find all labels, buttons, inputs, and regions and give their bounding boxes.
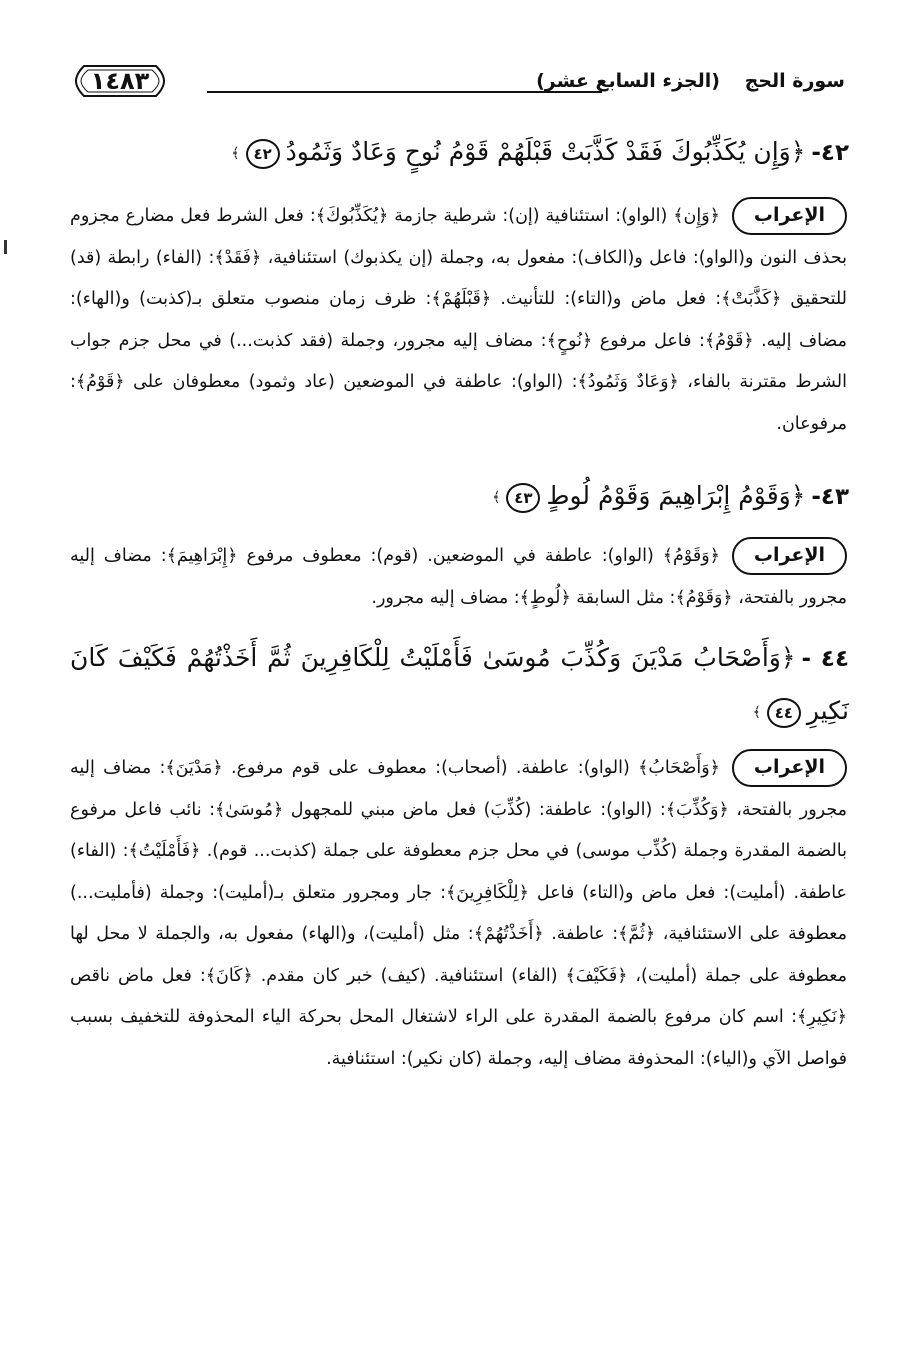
- irab-badge: الإعراب: [732, 537, 847, 575]
- irab-badge: الإعراب: [732, 749, 847, 787]
- closing-bracket: ﴾: [492, 489, 501, 506]
- closing-bracket: ﴾: [752, 704, 761, 721]
- scan-artifact: [4, 240, 7, 254]
- verse-text: ﴿وَقَوْمُ إِبْرَاهِيمَ وَقَوْمُ لُوطٍ: [546, 481, 806, 510]
- verse-number: ٤٢-: [811, 140, 849, 166]
- surah-name: سورة الحج: [744, 70, 845, 92]
- verse-number: ٤٤ -: [801, 646, 849, 672]
- ayah-end-marker: ٤٤: [767, 698, 801, 728]
- verse-42: [70, 128, 849, 178]
- page-number-frame: [72, 62, 168, 100]
- irab-badge: الإعراب: [732, 197, 847, 235]
- irab-block-43: [70, 536, 847, 619]
- part-name: (الجزء السابع عشر): [536, 70, 720, 92]
- page-number: ١٤٨٣: [90, 67, 150, 95]
- irab-text: ﴿وَقَوْمُ﴾ (الواو): عاطفة في الموضعين. (قوم): معطوف مرفوع ﴿إِبْرَاهِيمَ﴾: مضاف إليه مجرور بالفتحة، ﴿وَقَوْمُ﴾: مثل السابقة ﴿لُوطٍ﴾: مضاف إليه مجرور.: [70, 546, 847, 608]
- header-rule: [207, 91, 602, 93]
- irab-block-44: [70, 748, 847, 1080]
- ayah-end-marker: ٤٣: [506, 483, 540, 513]
- ayah-end-marker: ٤٢: [246, 139, 280, 169]
- verse-44: [70, 632, 849, 739]
- page-header: [72, 62, 845, 102]
- irab-block-42: [70, 196, 847, 445]
- running-title: [536, 70, 845, 92]
- irab-text: ﴿وَإِن﴾ (الواو): استئنافية (إن): شرطية جازمة ﴿يُكَذِّبُوكَ﴾: فعل الشرط فعل مضارع مجزوم بحذف النون و(الواو): فاعل و(الكاف): مفعول به، وجملة (إن يكذبوك) استئنافية، ﴿فَقَدْ﴾: (الفاء) رابطة (قد) للتحقيق ﴿كَذَّبَتْ﴾: فعل ماض و(التاء): للتأنيث. ﴿قَبْلَهُمْ﴾: ظرف زمان منصوب متعلق بـ(كذبت) و(الهاء): مضاف إليه. ﴿قَوْمُ﴾: فاعل مرفوع ﴿نُوحٍ﴾: مضاف إليه مجرور، وجملة (فقد كذبت...) في محل جزم جواب الشرط مقترنة بالفاء، ﴿وَعَادٌ وَثَمُودُ﴾: (الواو): عاطفة في الموضعين (عاد وثمود) معطوفان على ﴿قَوْمُ﴾: مرفوعان.: [70, 206, 847, 434]
- verse-43: [70, 472, 849, 522]
- closing-bracket: ﴾: [231, 145, 240, 162]
- irab-text: ﴿وَأَصْحَابُ﴾ (الواو): عاطفة. (أصحاب): معطوف على قوم مرفوع. ﴿مَدْيَنَ﴾: مضاف إليه مجرور بالفتحة، ﴿وَكُذِّبَ﴾: (الواو): عاطفة: (كُذِّبَ) فعل ماض مبني للمجهول ﴿مُوسَىٰ﴾: نائب فاعل مرفوع بالضمة المقدرة وجملة (كُذِّب موسى) في محل جزم معطوفة على جملة (كذبت... قوم). ﴿فَأَمْلَيْتُ﴾: (الفاء) عاطفة. (أمليت): فعل ماض و(التاء) فاعل ﴿لِلْكَافِرِينَ﴾: جار ومجرور متعلق بـ(أمليت): وجملة (فأمليت...) معطوفة على الاستئنافية، ﴿ثُمَّ﴾: عاطفة. ﴿أَخَذْتُهُمْ﴾: مثل (أمليت)، و(الهاء) مفعول به، والجملة لا محل لها معطوفة على جملة (أمليت)، ﴿فَكَيْفَ﴾ (الفاء) استئنافية. (كيف) خبر كان مقدم. ﴿كَانَ﴾: فعل ماض ناقص ﴿نَكِيرِ﴾: اسم كان مرفوع بالضمة المقدرة على الراء لاشتغال المحل بحركة الياء المحذوفة للتخفيف بسبب فواصل الآي و(الياء): المحذوفة مضاف إليه، وجملة (كان نكير): استئنافية.: [70, 758, 847, 1069]
- verse-text: ﴿وَإِن يُكَذِّبُوكَ فَقَدْ كَذَّبَتْ قَبْلَهُمْ قَوْمُ نُوحٍ وَعَادٌ وَثَمُودُ: [285, 137, 806, 166]
- verse-number: ٤٣-: [811, 484, 849, 510]
- verse-text: ﴿وَأَصْحَابُ مَدْيَنَ وَكُذِّبَ مُوسَىٰ فَأَمْلَيْتُ لِلْكَافِرِينَ ثُمَّ أَخَذْتُهُمْ فَكَيْفَ كَانَ نَكِيرِ: [70, 643, 849, 725]
